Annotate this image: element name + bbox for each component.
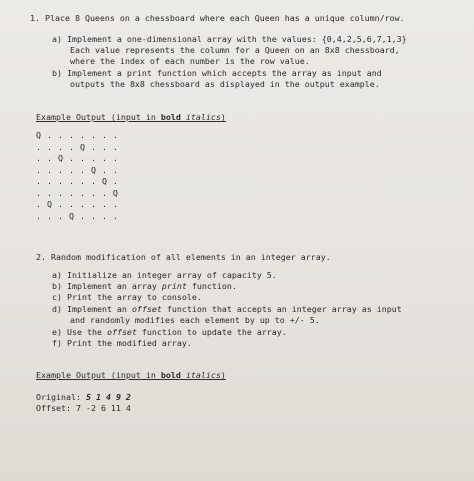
q2-item-b [52,281,237,293]
q2-item-f: f) Print the modified array. [52,338,192,348]
q1-a-line2: Each value represents the column for a Queen on an 8x8 chessboard, [70,45,400,55]
q2-item-e-suffix: function to update the array. [136,327,287,337]
q2-item-e-prefix: e) Use the [52,327,107,337]
q2-example-suffix: ) [220,370,226,380]
board-row: . . . . Q . . . [36,141,119,152]
board-row: . . Q . . . . . [36,153,119,163]
q2-item-e [52,327,287,339]
q2-item-b-suffix: function. [186,281,237,291]
offset-label: Offset: [36,403,71,413]
q2-example-bold: bold [160,370,181,380]
q1-a-line1: a) Implement a one-dimensional array with the values: {0,4,2,5,6,7,1,3} [52,34,407,44]
original-label: Original: [36,392,81,402]
q2-example-italic: italics [185,370,221,380]
q2-example-prefix: Example Output (input in [36,370,161,380]
q1-example-prefix: Example Output (input in [36,112,161,122]
q2-item-d-line2: and randomly modifies each element by up to +/- 5. [70,315,320,325]
q1-b-line1: b) Implement a print function which accepts the array as input and [52,68,382,78]
q2-example-heading [36,370,226,382]
q2-item-d-italic: offset [131,304,162,314]
q2-item-d-prefix: d) Implement an [52,304,132,314]
chessboard-output [36,130,118,222]
q2-item-a: a) Initialize an integer array of capacity 5. [52,270,277,280]
q2-item-b-italic: print [161,281,187,291]
q1-example-suffix: ) [220,112,226,122]
q1-example-heading [36,112,226,124]
q2-item-c: c) Print the array to console. [52,292,202,302]
q1-example-bold: bold [160,112,181,122]
board-row: . . . . . Q . . [36,164,119,175]
q2-item-e-italic: offset [106,327,137,337]
q2-title: 2. Random modification of all elements in an integer array. [36,252,331,262]
q2-original-line [36,392,131,404]
q1-title: 1. Place 8 Queens on a chessboard where each Queen has a unique column/row. [30,13,405,23]
q2-offset-line [36,403,131,415]
q2-item-d [52,304,402,316]
offset-values: 7 -2 6 11 4 [75,403,131,413]
q2-item-d-suffix: function that accepts an integer array as input [161,304,402,314]
board-row: . . . . . . . Q [36,187,119,198]
q1-b-line2: outputs the 8x8 chessboard as displayed in the output example. [70,79,380,89]
q2-item-b-prefix: b) Implement an array [52,281,162,291]
q1-a-line3: where the index of each number is the row value. [70,56,310,66]
board-row: . Q . . . . . . [36,199,119,209]
original-values: 5 1 4 9 2 [85,392,131,402]
board-row: . . . Q . . . . [36,210,119,221]
board-row: Q . . . . . . . [36,130,119,140]
q1-example-italic: italics [185,112,221,122]
board-row: . . . . . . Q . [36,176,119,186]
